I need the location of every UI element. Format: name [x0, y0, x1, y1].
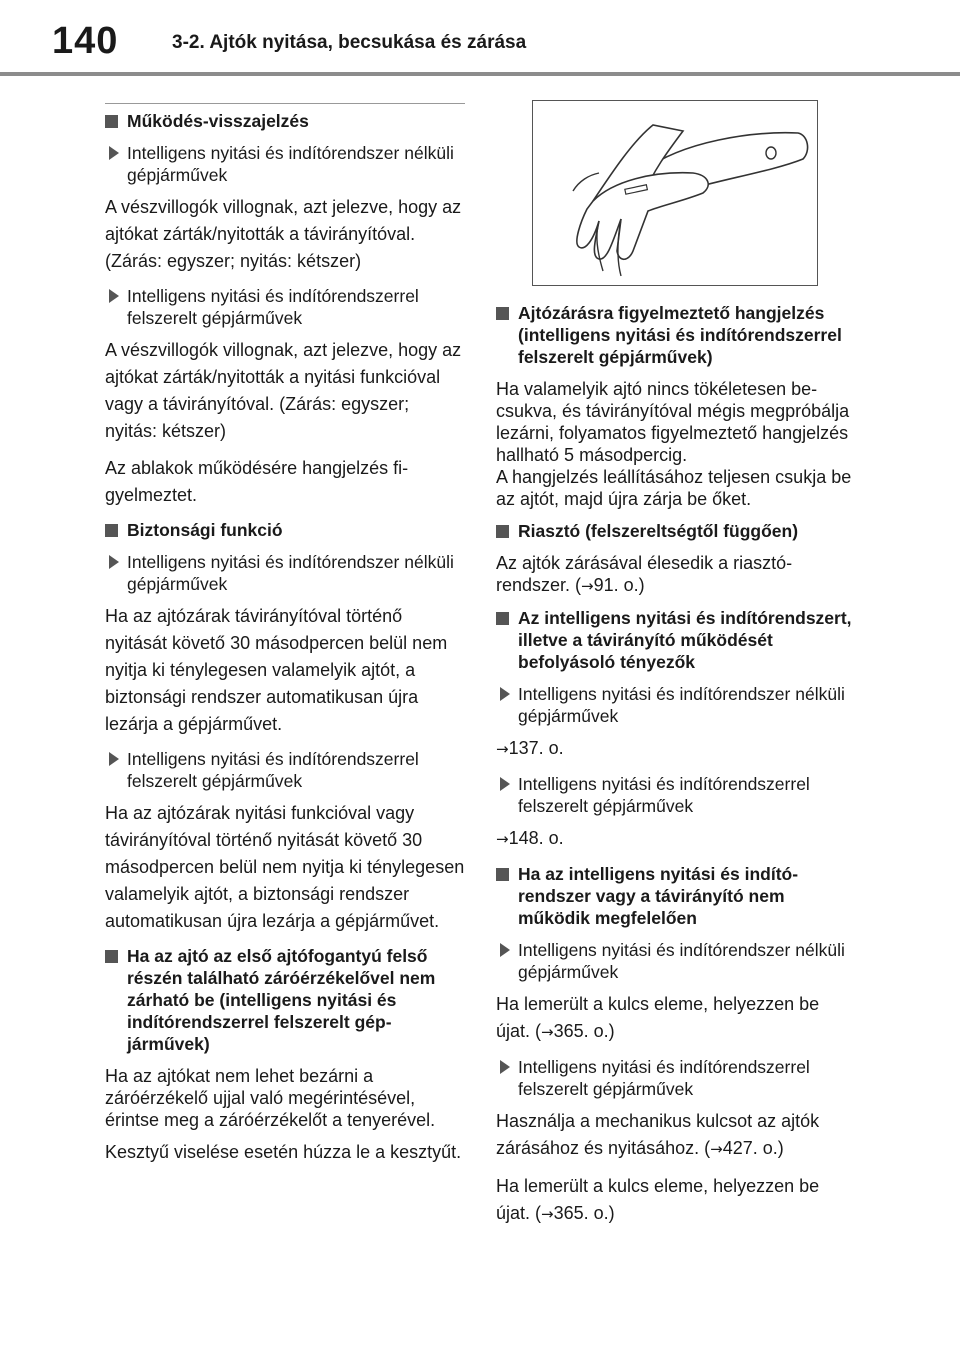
body-paragraph: Az ablakok működésére hangjelzés figyelmeztet.: [105, 458, 409, 505]
square-bullet-icon: [105, 115, 118, 128]
triangle-bullet-icon: [109, 752, 119, 766]
body-paragraph: Kesztyű viselése esetén húzza le a kesztyűt.: [105, 1142, 462, 1162]
header-divider: [0, 72, 960, 76]
section-heading: Ha az intelligens nyitási és indítórendszer vagy a távirányító nem működik megfelelően: [496, 863, 856, 929]
square-bullet-icon: [105, 524, 118, 537]
left-column: [105, 103, 465, 1173]
hand-on-door-handle-illustration: [532, 100, 818, 286]
body-paragraph: Használja a mechanikus kulcsot az ajtók zárásához és nyitásához. (→427. o.): [496, 1111, 820, 1158]
page-reference[interactable]: 91. o.): [593, 575, 645, 595]
subsection-heading: Intelligens nyitási és indítórendszer nélküli gépjárművek: [496, 939, 856, 983]
square-bullet-icon: [105, 950, 118, 963]
body-paragraph: A vészvillogók villognak, azt jelezve, hogy az ajtókat zárták/nyitották a nyitási funkcióval vagy a távirányítóval. (Zárás: egyszer; nyitás: kétszer): [105, 340, 462, 441]
page-number: 140: [52, 20, 119, 62]
section-heading: Biztonsági funkció: [105, 519, 465, 541]
body-paragraph: Ha lemerült a kulcs eleme, helyezzen be újat. (→365. o.): [496, 1176, 820, 1223]
chapter-title: 3-2. Ajtók nyitása, becsukása és zárása: [172, 32, 527, 53]
square-bullet-icon: [496, 307, 509, 320]
subsection-heading: Intelligens nyitási és indítórendszer nélküli gépjárművek: [496, 683, 856, 727]
page-reference-arrow-icon: →: [496, 740, 509, 758]
subsection-heading: Intelligens nyitási és indítórendszerrel felszerelt gépjárművek: [496, 773, 856, 817]
square-bullet-icon: [496, 612, 509, 625]
page-reference[interactable]: 137. o.: [508, 738, 564, 758]
section-heading: Működés-visszajelzés: [105, 110, 465, 132]
square-bullet-icon: [496, 525, 509, 538]
page-reference-arrow-icon: →: [581, 577, 594, 595]
body-paragraph: Ha az ajtózárak távirányítóval történő nyitását követő 30 másodpercen belül nem nyitja ki ténylegesen valamelyik ajtót, a biztonsági rendszer automatikusan újra lezárja a gépjárművet.: [105, 606, 448, 734]
page-reference-arrow-icon: →: [710, 1140, 723, 1158]
square-bullet-icon: [496, 868, 509, 881]
page-reference[interactable]: 148. o.: [508, 828, 564, 848]
triangle-bullet-icon: [500, 943, 510, 957]
subsection-heading: Intelligens nyitási és indítórendszer nélküli gépjárművek: [105, 142, 465, 186]
subsection-heading: Intelligens nyitási és indítórendszerrel felszerelt gépjárművek: [496, 1056, 856, 1100]
subsection-heading: Intelligens nyitási és indítórendszerrel felszerelt gépjárművek: [105, 285, 465, 329]
right-column: [496, 100, 856, 1238]
hand-icon: [533, 101, 817, 285]
triangle-bullet-icon: [500, 687, 510, 701]
body-paragraph: Ha valamelyik ajtó nincs tökéletesen becsukva, és távirányítóval mégis megpróbálja lezárni, folyamatos figyelmeztető hangjelzés hallható 5 másodpercig.: [496, 379, 850, 465]
section-heading: Az intelligens nyitási és indítórendszert, illetve a távirányító működését befolyásoló tényezők: [496, 607, 856, 673]
page-reference[interactable]: 427. o.): [722, 1138, 784, 1158]
page-reference[interactable]: 365. o.): [553, 1021, 615, 1041]
body-paragraph: A hangjelzés leállításához teljesen csukja be az ajtót, majd újra zárja be őket.: [496, 467, 852, 509]
triangle-bullet-icon: [109, 146, 119, 160]
page-reference-arrow-icon: →: [541, 1023, 554, 1041]
body-paragraph: A vészvillogók villognak, azt jelezve, hogy az ajtókat zárták/nyitották a távirányítóval. (Zárás: egyszer; nyitás: kétszer): [105, 197, 462, 271]
column-divider: [105, 103, 465, 104]
body-paragraph: [496, 825, 856, 853]
triangle-bullet-icon: [109, 289, 119, 303]
page-reference[interactable]: 365. o.): [553, 1203, 615, 1223]
page-reference-arrow-icon: →: [496, 830, 509, 848]
body-paragraph: Ha az ajtókat nem lehet bezárni a záróérzékelő ujjal való megérintésével, érintse meg a záróérzékelőt a tenyerével.: [105, 1066, 436, 1130]
body-paragraph: Ha lemerült a kulcs eleme, helyezzen be újat. (→365. o.): [496, 994, 820, 1041]
section-heading: Ha az ajtó az első ajtófogantyú felső részén található záróérzékelővel nem zárható be (intelligens nyitási és indítórendszerrel felszerelt gépjárművek): [105, 945, 465, 1055]
triangle-bullet-icon: [109, 555, 119, 569]
subsection-heading: Intelligens nyitási és indítórendszer nélküli gépjárművek: [105, 551, 465, 595]
section-heading: Ajtózárásra figyelmeztető hangjelzés (intelligens nyitási és indítórendszerrel felszerelt gépjárművek): [496, 302, 856, 368]
page-header: [0, 0, 960, 80]
body-paragraph: Ha az ajtózárak nyitási funkcióval vagy távirányítóval történő nyitását követő 30 másodpercen belül nem nyitja ki ténylegesen valamelyik ajtót, a biztonsági rendszer automatikusan újra lezárja a gépjárművet.: [105, 803, 465, 931]
section-heading: Riasztó (felszereltségtől függően): [496, 520, 856, 542]
body-paragraph: Az ajtók zárásával élesedik a riasztórendszer. (→91. o.): [496, 553, 793, 595]
page-reference-arrow-icon: →: [541, 1205, 554, 1223]
subsection-heading: Intelligens nyitási és indítórendszerrel felszerelt gépjárművek: [105, 748, 465, 792]
triangle-bullet-icon: [500, 777, 510, 791]
triangle-bullet-icon: [500, 1060, 510, 1074]
body-paragraph: [496, 735, 856, 763]
